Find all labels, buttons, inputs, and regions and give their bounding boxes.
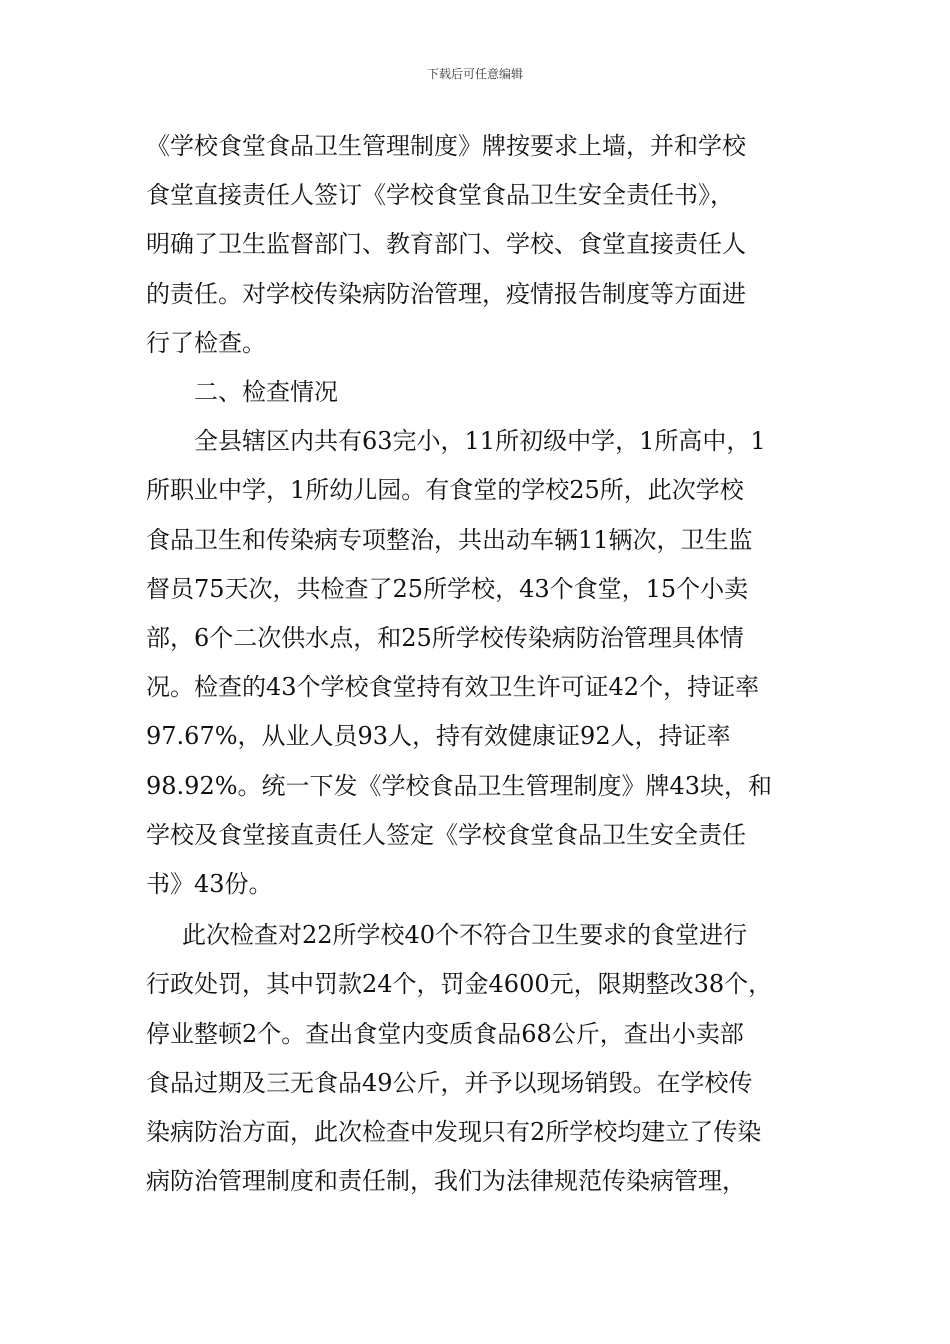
- text-line: 学校及食堂接直责任人签定《学校食堂食品卫生安全责任: [146, 820, 746, 849]
- text-line: 行了检查。: [146, 328, 266, 357]
- paragraph-3: [146, 417, 812, 909]
- page-header: 下载后可任意编辑: [426, 67, 523, 81]
- heading-line: 二、检查情况: [194, 378, 338, 407]
- text-line: 病防治管理制度和责任制，我们为法律规范传染病管理，: [146, 1167, 746, 1196]
- text-line: 况。检查的43个学校食堂持有效卫生许可证42个，持证率: [146, 673, 760, 702]
- text-line: 所职业中学，1所幼儿园。有食堂的学校25所，此次学校: [146, 476, 744, 505]
- text-line: 的责任。对学校传染病防治管理，疫情报告制度等方面进: [146, 279, 746, 308]
- text-line: 食堂直接责任人签订《学校食堂食品卫生安全责任书》，: [146, 181, 734, 210]
- text-line: 食品卫生和传染病专项整治，共出动车辆11辆次，卫生监: [146, 525, 753, 554]
- text-line: 《学校食堂食品卫生管理制度》牌按要求上墙，并和学校: [146, 132, 746, 160]
- text-line: 97.67%，从业人员93人，持有效健康证92人，持证率: [146, 722, 731, 751]
- text-line: 停业整顿2个。查出食堂内变质食品68公斤，查出小卖部: [146, 1019, 744, 1048]
- text-line: 督员75天次，共检查了25所学校，43个食堂，15个小卖: [146, 574, 749, 603]
- text-line: 明确了卫生监督部门、教育部门、学校、食堂直接责任人: [146, 230, 746, 259]
- section-heading: [146, 368, 812, 417]
- text-line: 全县辖区内共有63完小，11所初级中学，1所高中，1: [194, 427, 766, 456]
- document-body: [146, 122, 812, 1206]
- paragraph-4: [146, 911, 812, 1206]
- text-line: 此次检查对22所学校40个不符合卫生要求的食堂进行: [182, 921, 748, 950]
- text-line: 书》43份。: [146, 870, 273, 899]
- text-line: 染病防治方面，此次检查中发现只有2所学校均建立了传染: [146, 1118, 762, 1147]
- paragraph-1: [146, 122, 812, 368]
- text-line: 食品过期及三无食品49公斤，并予以现场销毁。在学校传: [146, 1068, 753, 1097]
- text-line: 部，6个二次供水点，和25所学校传染病防治管理具体情: [146, 624, 744, 653]
- text-line: 行政处罚，其中罚款24个，罚金4600元，限期整改38个，: [146, 970, 773, 999]
- text-line: 98.92%。统一下发《学校食品卫生管理制度》牌43块，和: [146, 771, 773, 800]
